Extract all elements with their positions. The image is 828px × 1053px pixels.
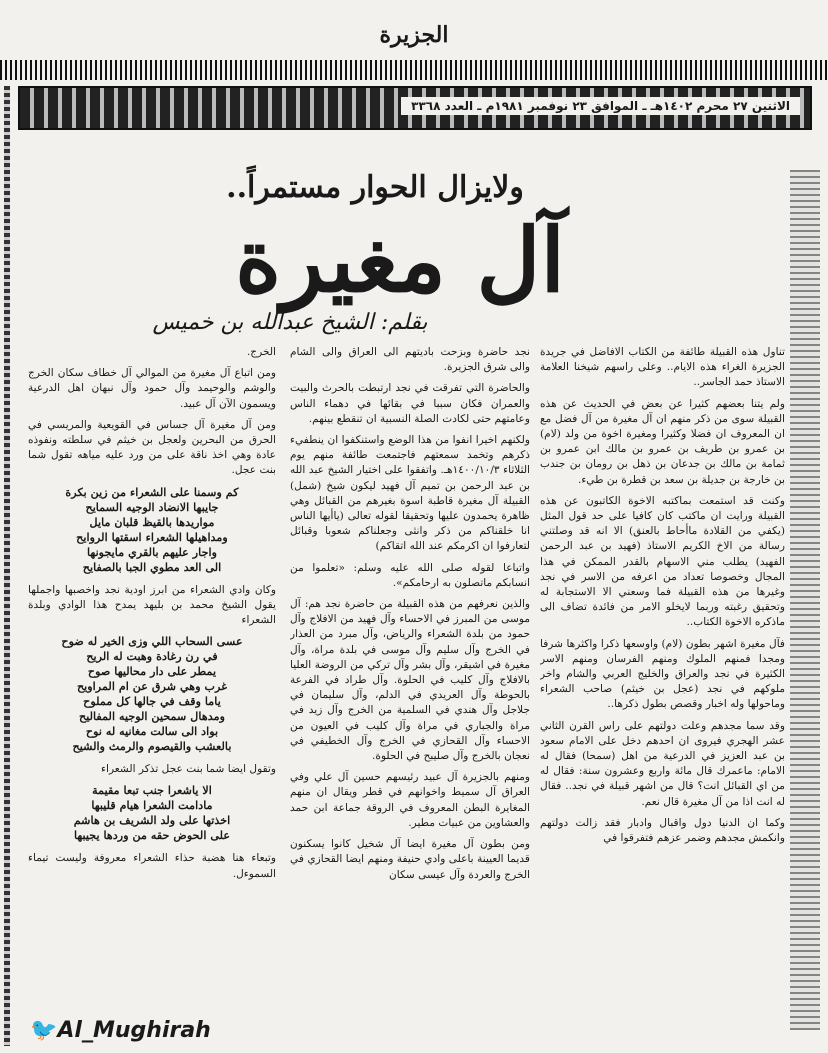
paragraph: نجد حاضرة وبزحت باديتهم الى العراق والى الشام والى شرق الجزيرة. [290, 346, 530, 374]
poem-verses-3 [28, 783, 276, 843]
verse: مادامت الشعرا هيام قليبها [91, 798, 213, 813]
date-bar [18, 86, 812, 130]
verse: في رن رغادة وهبت له الريح [86, 649, 218, 664]
watermark-handle [30, 1018, 211, 1043]
verse: ومدهال سمحين الوجيه المفاليح [79, 709, 225, 724]
barcode-strip [0, 60, 828, 80]
paragraph: ولم يتنا بعضهم كثيرا عن بعض في الحديث عن هذه القبيلة سوى من ذكر منهم ان آل مغيرة من آل فضل مع ان المعروف ان فضلا وكثيرا ومغيرة اخوة من ولد (لام) بن عمرو بن طريف بن عمرو بن مالك ابن عمرو بن ثمامة بن مالك بن جدعان بن ذهل بن رومان بن جندب بن خارجة بن جديلة بن سعد بن قطرة بن طيء. [540, 397, 785, 486]
bird-icon: 🐦 [30, 1018, 58, 1043]
kicker: ولايزال الحوار مستمراً.. [226, 170, 524, 205]
paragraph: وكان وادي الشعراء من ابرز اودية نجد واخصبها واجملها يقول الشيخ محمد بن بليهد يمدح هذا الوادي وبلدة الشعراء [28, 583, 276, 627]
verse: الى العد مطوي الجبا بالصفايح [82, 559, 222, 574]
verse: ومداهيلها الشعراء اسقتها الروايح [76, 529, 228, 544]
paragraph: ومن اتباع آل مغيرة من الموالي آل خطاف سكان الخرج والوشم والوحيمد وآل حمود وآل نبهان اهل الدرعية ويسمون الآن آل عبيد. [28, 367, 276, 410]
headline: آل مغيرة [235, 208, 565, 312]
masthead: الجزيرة [379, 22, 449, 48]
paragraph: ومن بطون آل مغيرة ايضا آل شخيل كانوا يسكنون قديما العيينة باعلى وادي حنيفة ومنهم ايضا القحازي في الخرج والعردة وآل عيسى سكان [290, 838, 530, 881]
verse: اخذتها على ولد الشريف بن هاشم [73, 813, 231, 828]
paragraph: وكنت قد استمعت بماكتبه الاخوة الكاتبون عن هذه القبيلة ورايت ان ماكتب كان كافيا على حد قول المثل (يكفي من القلادة ماأحاط بالعنق) الا انه قد وصلتني رسالة من الاخ الكريم الاستاذ (فهيد بن عبد الرحمن الفهيد) يطلب مني الاسهام بالقدر الممكن في هذا المجال وخصوصا تعداد من اعرفه من الاسر في نجد وغيرها من هذه القبيلة فما وسعني الا الاستجابة له وتحقيق رغبته وربما لايخلو الامر من فائدة تضاف الى ماذكره الاخوة الكتاب.. [540, 494, 785, 629]
verse: على الحوض حقه من وردها يجيبها [73, 828, 231, 843]
date-line: الاثنين ٢٧ محرم ١٤٠٢هـ ـ الموافق ٢٣ نوفمبر ١٩٨١م ـ العدد ٣٣٦٨ [401, 97, 800, 115]
paragraph: وقد سما مجدهم وعلت دولتهم على راس القرن الثاني عشر الهجري فيروى ان احدهم دخل على الامام سعود بن عبد العزيز في الدرعية من اهل (سمحا) فقال له الامام: ماعمرك قال مائة واربع وعشرون سنة: فقال له من اي القبائل انت؟ قال من اشهر قبيلة في نجد.. فقال له انت اذا من آل مغيرة قال نعم. [540, 719, 785, 808]
right-column-strip [790, 170, 820, 1030]
byline: بقلم: الشيخ عبدالله بن خميس [152, 310, 428, 335]
paragraph: فآل مغيرة اشهر بطون (لام) واوسعها ذكرا واكثرها شرفا ومجدا فمنهم الملوك ومنهم الفرسان ومنهم الاسر الكثيرة في نجد والعراق والخليج العربي والشام واخر ملوكهم في نجد (عجل بن خيثم) صاحب الشعراء وماحولها وله اخبار وقصص بطول ذكرها.. [540, 637, 785, 711]
paragraph: الخرج. [246, 346, 276, 358]
poem-verses-1 [28, 485, 276, 575]
paragraph: والذين نعرفهم من هذه القبيلة من حاضرة نجد هم: آل موسى من المبرز في الاحساء وآل فهيد من الافلاج وآل حمود من بلدة الشعراء والرياض، وآل مبرد من العذار في الخرج وآل سليم وآل موسى في بلدة مراة، وآل مغيرة في اشيقر، وآل بشر وآل تركي من الروضة العليا بالافلاج وآل كليب في الحلوة. وآل طراد في الفرعة بالحوطة وآل العريدي في الدلم، وآل سليمان في جلاجل وآل هندي في السلمية من الخرج وآل زيد في مراة والجباري في مراة وآل كليب في العيون من الاحساء وآل القحازي في الخرج وآل الخطيفي في نعجان بالخرج وآل صليبح في الحلوة. [290, 598, 530, 763]
paragraph: واتباعا لقوله صلى الله عليه وسلم: «تعلموا من انسابكم ماتصلون به ارحامكم». [290, 561, 530, 589]
verse: الا ياشعرا جنب تبعا مقيمة [92, 783, 212, 798]
paragraph: وتقول ايضا شما بنت عجل تذكر الشعراء [101, 763, 276, 776]
verse: كم وسمنا على الشعراء من زين بكرة [65, 484, 239, 499]
verse: بالعشب والقيصوم والرمث والشيح [72, 739, 232, 754]
verse: مواريدها بالقيظ قلبان مايل [89, 514, 215, 529]
paragraph: وتبعاء هنا هضبة حذاء الشعراء معروفة وليست تيماء السموءل. [28, 852, 276, 880]
column-right [540, 345, 785, 1025]
handle-text: Al_Mughirah [57, 1018, 211, 1043]
verse: يمطر على دار محاليها صوح [87, 664, 217, 679]
paragraph: ومنهم بالجزيرة آل عبيد رئيسهم حسين آل علي وفي العراق آل سميط واخوانهم في قطر ويقال ان منهم المغايرة البطن المعروف في الروقة جماعة ابن حمد والعشاوين من عبيات مطير. [290, 771, 530, 829]
column-left [28, 345, 276, 1025]
poem-verses-2 [28, 634, 276, 754]
paragraph: تناول هذه القبيلة طائفة من الكتاب الافاضل في جريدة الجزيرة الغراء هذه الايام.. وعلى راسهم شيخنا العلامة الاستاذ حمد الجاسر.. [540, 346, 785, 389]
paragraph: والحاضرة التي تفرقت في نجد ارتبطت بالحرث والبيت والعمران فكان سببا في بقائها في دهماء الناس وعامتهم حتى لكادت الصلة النسبية ان تنقطع بينهم. [290, 382, 530, 425]
column-middle [290, 345, 530, 1025]
verse: جايبها الانضاد الوجيه السمايح [85, 499, 219, 514]
paragraph: ومن آل مغيرة آل جساس في القويعية والمريسي في الحرق من البحرين ولعجل بن خيثم في سلطته ونفوذه عادة وهي اخذ ناقة على من ورد عليه مياهه تقول شما بنت عجل. [28, 418, 276, 477]
verse: ياما وقف في جالها كل مملوح [83, 694, 221, 709]
verse: واجار عليهم بالقري مايجونها [87, 544, 217, 559]
paragraph: ولكنهم اخيرا انفوا من هذا الوضع واستنكفوا ان ينطفيء ذكرهم وتخمد سمعتهم فاجتمعت طائفة منهم يوم الثلاثاء ١٤٠٠/١٠/٣هـ. واتفقوا على اختيار الشيخ عبد الله بن عبد الرحمن بن تميم آل فهيد ليكون شيخ (شمل) القبيلة آل مغيرة قاطبة اسوة بغيرهم من القبائل وهي ظاهرة يحمدون عليها وتحقيقا لقوله تعالى (ياأيها الناس انا خلقناكم من ذكر وانثى وجعلناكم شعوبا وقبائل لتعارفوا ان اكرمكم عند الله اتقاكم) [290, 434, 530, 553]
left-border-rule [4, 86, 10, 1046]
verse: غرب وهي شرق عن ام المراويح [76, 679, 228, 694]
verse: بواد الى سالت مغانيه له نوح [85, 724, 219, 739]
verse: عسى السحاب اللي وزى الخير له ضوح [61, 634, 243, 649]
paragraph: وكما ان الدنيا دول واقبال وادبار فقد زالت دولتهم وانكمش مجدهم وضمر عزهم فتفرقوا في [540, 816, 785, 845]
